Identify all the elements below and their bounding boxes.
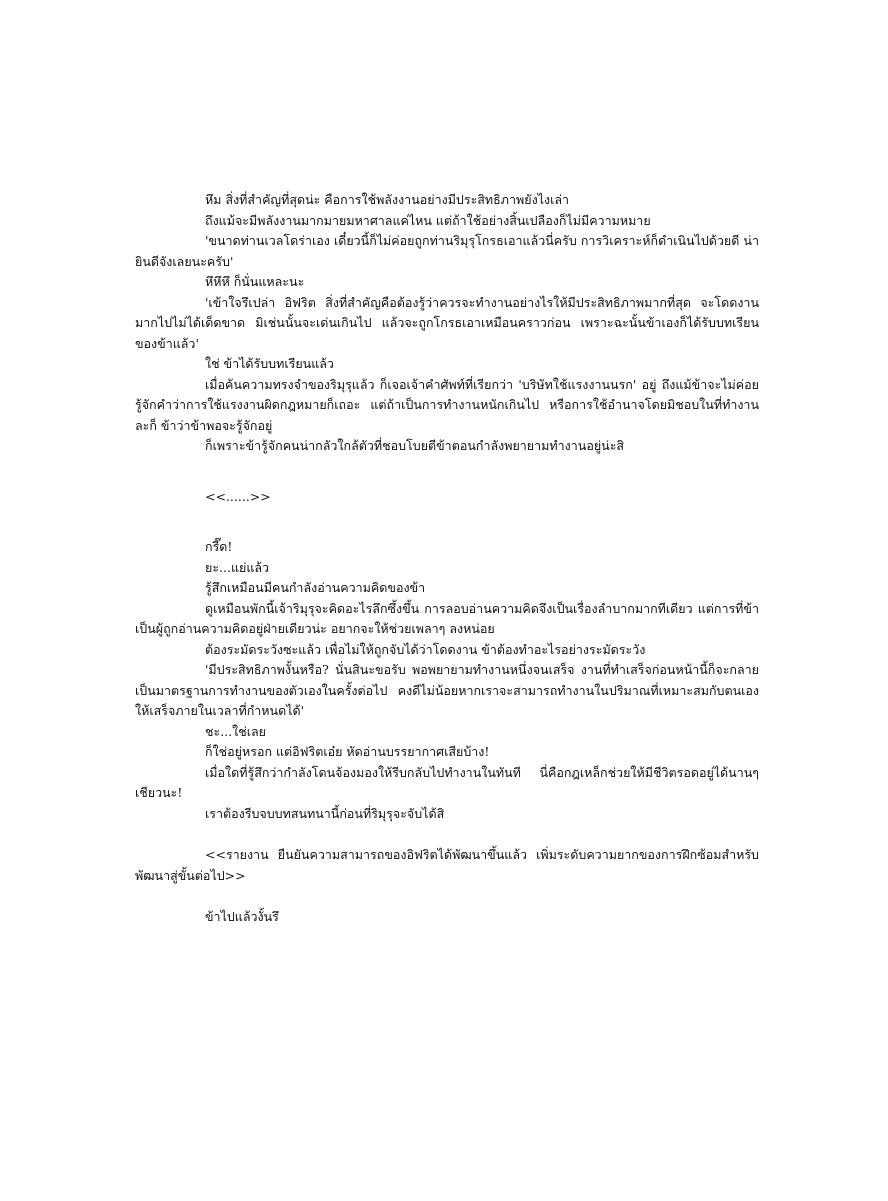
paragraph: ก็ใช่อยู่หรอก แต่อิฟริตเอ๋ย หัดอ่านบรรยากาศเสียบ้าง! [205,744,490,759]
paragraph-gap [135,824,759,845]
paragraph: 'มีประสิทธิภาพงั้นหรือ? นั่นสินะขอรับ พอพยายามทำงานหนึ่งจนเสร็จ งานที่ทำเสร็จก่อนหน้านี้ก็จะกลายเป็นมาตรฐานการทำงานของตัวเองในครั้งต่อไป คงดีไม่น้อยหากเราจะสามารถทำงานในปริมาณที่เหมาะสมกับตนเองให้เสร็จภายในเวลาที่กำหนดได้' [135,662,759,718]
paragraph: ใช่ ข้าได้รับบทเรียนแล้ว [205,356,334,371]
paragraph-gap [135,886,759,907]
paragraph: ชะ...ใช่เลย [205,723,266,739]
system-report: <<รายงาน ยืนยันความสามารถของอิฟริตได้พัฒนาขึ้นแล้ว เพิ่มระดับความยากของการฝึกซ้อมสำหรับพัฒนาสู่ขั้นต่อไป>> [135,847,759,883]
paragraph: ก็เพราะข้ารู้จักคนน่ากลัวใกล้ตัวที่ชอบโบยตีข้าตอนกำลังพยายามทำงานอยู่น่ะสิ [205,438,625,453]
paragraph: เมื่อใดที่รู้สึกว่ากำลังโดนจ้องมองให้รีบกลับไปทำงานในทันที นี่คือกฎเหล็กช่วยให้มีชีวิตรอดอยู่ได้นานๆ เชียวนะ! [135,764,759,800]
paragraph-gap [135,507,759,537]
paragraph: ยะ...แย่แล้ว [205,559,270,575]
paragraph: หึหึหึ ก็นั่นแหละนะ [205,274,305,289]
paragraph: ข้าไปแล้วงั้นรึ [205,909,279,924]
paragraph: เมื่อค้นความทรงจำของริมุรุแล้ว ก็เจอเจ้าคำศัพท์ที่เรียกว่า 'บริษัทใช้แรงงานนรก' อยู่ ถึงแม้ข้าจะไม่ค่อยรู้จักคำว่าการใช้แรงงานผิดกฎหมายก็เถอะ แต่ถ้าเป็นการทำงานหนักเกินไป หรือการใช้อำนาจโดยมิชอบในที่ทำงานละก็ ข้าว่าข้าพอจะรู้จักอยู่ [135,376,759,433]
paragraph: 'ขนาดท่านเวลโดร่าเอง เดี๋ยวนี้ก็ไม่ค่อยถูกท่านริมุรุโกรธเอาแล้วนี่ครับ การวิเคราะห์ก็ดำเนินไปด้วยดี น่ายินดีจังเลยนะครับ' [135,233,759,269]
scene-break: <<......>> [205,488,271,504]
paragraph: ถึงแม้จะมีพลังงานมากมายมหาศาลแค่ไหน แต่ถ้าใช้อย่างสิ้นเปลืองก็ไม่มีความหมาย [205,212,651,228]
paragraph: เราต้องรีบจบบทสนทนานี้ก่อนที่ริมุรุจะจับได้สิ [205,805,445,821]
paragraph: หึม สิ่งที่สำคัญที่สุดน่ะ คือการใช้พลังงานอย่างมีประสิทธิภาพยังไงเล่า [205,192,570,207]
paragraph: ต้องระมัดระวังซะแล้ว เพื่อไม่ให้ถูกจับได้ว่าโดดงาน ข้าต้องทำอะไรอย่างระมัดระวัง [205,641,646,657]
paragraph: ดูเหมือนพักนี้เจ้าริมุรุจะคิดอะไรลึกซึ้งขึ้น การลอบอ่านความคิดจึงเป็นเรื่องลำบากมากทีเดียว แต่การที่ข้าเป็นผู้ถูกอ่านความคิดอยู่ฝ่ายเดียวน่ะ อยากจะให้ช่วยเพลาๆ ลงหน่อย [135,600,759,636]
paragraph-gap [135,457,759,487]
paragraph: 'เข้าใจรึเปล่า อิฟริต สิ่งที่สำคัญคือต้องรู้ว่าควรจะทำงานอย่างไรให้มีประสิทธิภาพมากที่สุด จะโดดงานมากไปไม่ได้เด็ดขาด มิเช่นนั้นจะเด่นเกินไป แล้วจะถูกโกรธเอาเหมือนคราวก่อน เพราะฉะนั้นข้าเองก็ได้รับบทเรียนของข้าแล้ว' [135,294,759,351]
paragraph: กรี๊ด! [205,539,233,554]
paragraph: รู้สึกเหมือนมีคนกำลังอ่านความคิดของข้า [205,580,426,595]
document-body [135,190,759,928]
